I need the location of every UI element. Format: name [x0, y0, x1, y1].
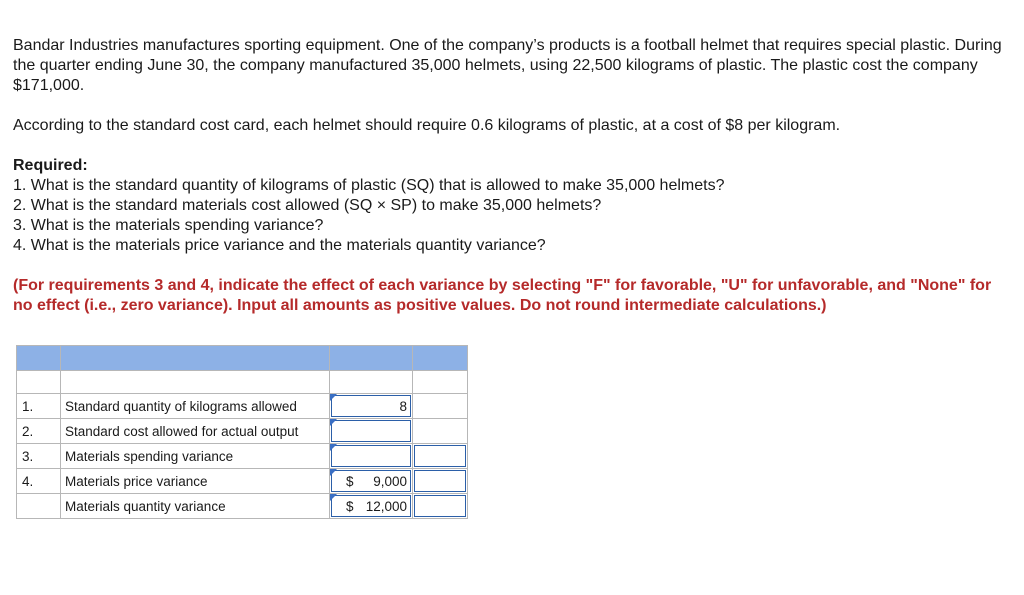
problem-intro: Bandar Industries manufactures sporting equipment. One of the company’s products is a football helmet that requires special plastic. During the quarter ending June 30, the company manufactured 35,000 helmets, using 22,500 kilograms of plastic. The plastic cost the company $171,000. — [13, 37, 1002, 94]
input-marker-icon — [330, 444, 337, 451]
quantity-variance-effect-select[interactable] — [414, 495, 466, 517]
quantity-variance-input[interactable] — [331, 495, 411, 517]
input-marker-icon — [330, 419, 337, 426]
standard-quantity-input[interactable] — [331, 395, 411, 417]
standard-cost-text: According to the standard cost card, each helmet should require 0.6 kilograms of plastic, at a cost of $8 per kilogram. — [13, 117, 841, 134]
requirement-3: 3. What is the materials spending variance? — [13, 217, 324, 234]
requirement-2: 2. What is the standard materials cost allowed (SQ × SP) to make 35,000 helmets? — [13, 197, 602, 214]
table-row — [17, 444, 468, 469]
required-title: Required: — [13, 157, 88, 174]
instructions-note: (For requirements 3 and 4, indicate the effect of each variance by selecting "F" for favorable, "U" for unfavorable, and "None" for no effect (i.e., zero variance). Input all amounts as positive values. Do not round intermediate calculations.) — [13, 277, 992, 314]
table-row — [17, 419, 468, 444]
amount-value: 8 — [399, 398, 407, 414]
amount-value: 9,000 — [373, 473, 407, 489]
standard-cost-input[interactable] — [331, 420, 411, 442]
input-marker-icon — [330, 469, 337, 476]
row-number: 4. — [17, 469, 61, 494]
row-number: 2. — [17, 419, 61, 444]
table-row — [17, 394, 468, 419]
row-number — [17, 494, 61, 519]
input-marker-icon — [330, 494, 337, 501]
price-variance-input[interactable] — [331, 470, 411, 492]
table-row — [17, 494, 468, 519]
currency-symbol: $ — [346, 498, 354, 514]
spending-variance-effect-select[interactable] — [414, 445, 466, 467]
row-label: Standard quantity of kilograms allowed — [61, 394, 330, 419]
row-label: Standard cost allowed for actual output — [61, 419, 330, 444]
requirement-1: 1. What is the standard quantity of kilograms of plastic (SQ) that is allowed to make 35,000 helmets? — [13, 177, 725, 194]
spending-variance-input[interactable] — [331, 445, 411, 467]
amount-value: 12,000 — [365, 498, 407, 514]
table-row — [17, 469, 468, 494]
row-number: 1. — [17, 394, 61, 419]
answer-table — [16, 345, 468, 519]
row-label: Materials spending variance — [61, 444, 330, 469]
row-number: 3. — [17, 444, 61, 469]
currency-symbol: $ — [346, 473, 354, 489]
row-label: Materials quantity variance — [61, 494, 330, 519]
input-marker-icon — [330, 394, 337, 401]
table-header — [17, 346, 468, 371]
requirements-list — [13, 176, 1003, 256]
row-label: Materials price variance — [61, 469, 330, 494]
requirement-4: 4. What is the materials price variance and the materials quantity variance? — [13, 237, 546, 254]
price-variance-effect-select[interactable] — [414, 470, 466, 492]
